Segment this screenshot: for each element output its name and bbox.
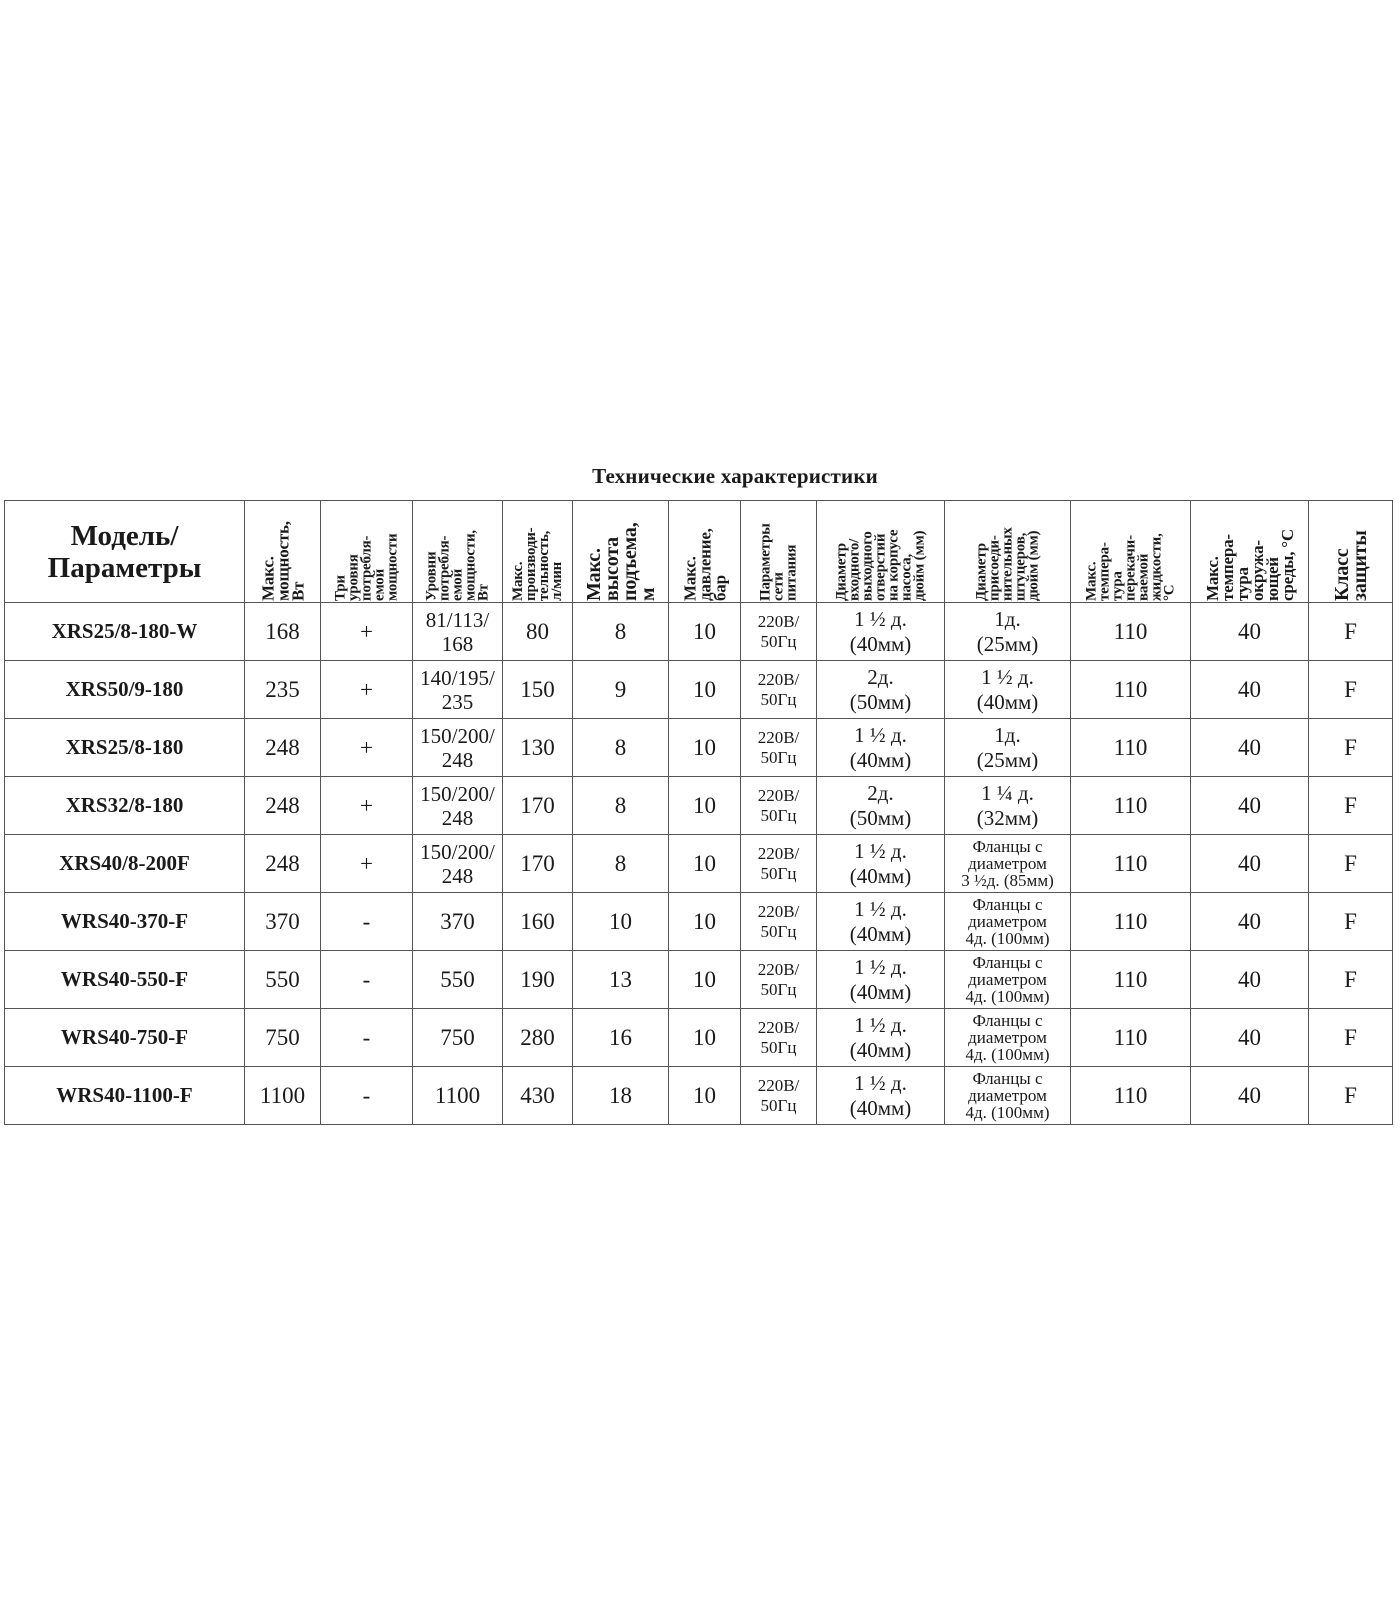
- table-row: [5, 835, 1393, 893]
- three-levels-cell: -: [321, 951, 413, 1009]
- header-text: Макс. производи- тельность, л/мин: [509, 527, 565, 601]
- fitting-cell: Фланцы с диаметром 3 ½д. (85мм): [945, 835, 1071, 893]
- levels-cell: 150/200/ 248: [413, 719, 503, 777]
- power-cell: 248: [245, 777, 321, 835]
- ambient-temp-cell: 40: [1191, 1067, 1309, 1125]
- flow-cell: 280: [503, 1009, 573, 1067]
- levels-cell: 370: [413, 893, 503, 951]
- protection-cell: F: [1309, 603, 1393, 661]
- port-cell: 1 ½ д. (40мм): [817, 603, 945, 661]
- table-row: [5, 951, 1393, 1009]
- ambient-temp-cell: 40: [1191, 893, 1309, 951]
- power-cell: 248: [245, 835, 321, 893]
- levels-cell: 81/113/ 168: [413, 603, 503, 661]
- power-cell: 750: [245, 1009, 321, 1067]
- model-cell: WRS40-750-F: [5, 1009, 245, 1067]
- header-text: Уровни потребля- емой мощности, Вт: [423, 529, 491, 601]
- fitting-cell: Фланцы с диаметром 4д. (100мм): [945, 1067, 1071, 1125]
- supply-cell: 220В/ 50Гц: [741, 1067, 817, 1125]
- pressure-cell: 10: [669, 835, 741, 893]
- pressure-cell: 10: [669, 661, 741, 719]
- header-ambient-temp: [1191, 501, 1309, 603]
- levels-cell: 150/200/ 248: [413, 777, 503, 835]
- head-cell: 18: [573, 1067, 669, 1125]
- levels-cell: 550: [413, 951, 503, 1009]
- power-cell: 1100: [245, 1067, 321, 1125]
- power-cell: 235: [245, 661, 321, 719]
- header-text: Класс защиты: [1330, 529, 1371, 601]
- supply-cell: 220В/ 50Гц: [741, 893, 817, 951]
- head-cell: 9: [573, 661, 669, 719]
- model-cell: XRS32/8-180: [5, 777, 245, 835]
- ambient-temp-cell: 40: [1191, 951, 1309, 1009]
- table-row: [5, 719, 1393, 777]
- three-levels-cell: +: [321, 777, 413, 835]
- model-cell: WRS40-550-F: [5, 951, 245, 1009]
- pressure-cell: 10: [669, 1067, 741, 1125]
- ambient-temp-cell: 40: [1191, 719, 1309, 777]
- fitting-cell: Фланцы с диаметром 4д. (100мм): [945, 1009, 1071, 1067]
- protection-cell: F: [1309, 777, 1393, 835]
- port-cell: 2д. (50мм): [817, 777, 945, 835]
- liquid-temp-cell: 110: [1071, 1009, 1191, 1067]
- header-text: Макс. мощность, Вт: [258, 520, 307, 601]
- ambient-temp-cell: 40: [1191, 1009, 1309, 1067]
- flow-cell: 190: [503, 951, 573, 1009]
- supply-cell: 220В/ 50Гц: [741, 661, 817, 719]
- liquid-temp-cell: 110: [1071, 1067, 1191, 1125]
- supply-cell: 220В/ 50Гц: [741, 603, 817, 661]
- model-parameters-header: [5, 501, 245, 603]
- header-text: Макс. давление, бар: [680, 527, 729, 601]
- power-cell: 550: [245, 951, 321, 1009]
- liquid-temp-cell: 110: [1071, 835, 1191, 893]
- table-row: [5, 1009, 1393, 1067]
- ambient-temp-cell: 40: [1191, 835, 1309, 893]
- supply-cell: 220В/ 50Гц: [741, 835, 817, 893]
- port-cell: 1 ½ д. (40мм): [817, 835, 945, 893]
- head-cell: 8: [573, 777, 669, 835]
- table-row: [5, 1067, 1393, 1125]
- table-row: [5, 603, 1393, 661]
- protection-cell: F: [1309, 893, 1393, 951]
- model-cell: XRS25/8-180: [5, 719, 245, 777]
- levels-cell: 1100: [413, 1067, 503, 1125]
- fitting-cell: 1 ¼ д. (32мм): [945, 777, 1071, 835]
- header-max-head: [573, 501, 669, 603]
- pressure-cell: 10: [669, 1009, 741, 1067]
- port-cell: 1 ½ д. (40мм): [817, 1067, 945, 1125]
- flow-cell: 170: [503, 777, 573, 835]
- supply-cell: 220В/ 50Гц: [741, 777, 817, 835]
- protection-cell: F: [1309, 719, 1393, 777]
- three-levels-cell: -: [321, 893, 413, 951]
- port-cell: 1 ½ д. (40мм): [817, 1009, 945, 1067]
- header-text: Три уровня потребля- емой мощности: [332, 533, 400, 601]
- header-supply: [741, 501, 817, 603]
- protection-cell: F: [1309, 1009, 1393, 1067]
- head-cell: 10: [573, 893, 669, 951]
- fitting-cell: 1д. (25мм): [945, 719, 1071, 777]
- header-text: Диаметр присоеди- нительных штуцеров, дюйм (мм): [973, 526, 1041, 601]
- ambient-temp-cell: 40: [1191, 603, 1309, 661]
- model-cell: WRS40-1100-F: [5, 1067, 245, 1125]
- port-cell: 2д. (50мм): [817, 661, 945, 719]
- header-power-levels: [413, 501, 503, 603]
- three-levels-cell: -: [321, 1009, 413, 1067]
- flow-cell: 160: [503, 893, 573, 951]
- header-protection-class: [1309, 501, 1393, 603]
- port-cell: 1 ½ д. (40мм): [817, 951, 945, 1009]
- flow-cell: 170: [503, 835, 573, 893]
- model-cell: XRS50/9-180: [5, 661, 245, 719]
- fitting-cell: 1 ½ д. (40мм): [945, 661, 1071, 719]
- protection-cell: F: [1309, 661, 1393, 719]
- corner-label-parameters: Параметры: [47, 551, 202, 584]
- header-max-pressure: [669, 501, 741, 603]
- header-text: Параметры сети питания: [757, 522, 799, 601]
- levels-cell: 150/200/ 248: [413, 835, 503, 893]
- liquid-temp-cell: 110: [1071, 719, 1191, 777]
- specifications-table: [4, 500, 1393, 1125]
- levels-cell: 750: [413, 1009, 503, 1067]
- power-cell: 370: [245, 893, 321, 951]
- pressure-cell: 10: [669, 777, 741, 835]
- flow-cell: 150: [503, 661, 573, 719]
- three-levels-cell: +: [321, 603, 413, 661]
- port-cell: 1 ½ д. (40мм): [817, 893, 945, 951]
- head-cell: 8: [573, 835, 669, 893]
- table-row: [5, 777, 1393, 835]
- model-cell: WRS40-370-F: [5, 893, 245, 951]
- three-levels-cell: +: [321, 835, 413, 893]
- pressure-cell: 10: [669, 603, 741, 661]
- power-cell: 248: [245, 719, 321, 777]
- header-text: Макс. высота подъема, м: [582, 522, 659, 601]
- header-text: Диаметр входного/ выходного отверстий на корпусе насоса, дюйм (мм): [833, 529, 927, 601]
- header-text: Макс. темпера- тура перекачи- ваемой жидкости, °С: [1083, 532, 1177, 601]
- header-liquid-temp: [1071, 501, 1191, 603]
- header-three-levels: [321, 501, 413, 603]
- supply-cell: 220В/ 50Гц: [741, 719, 817, 777]
- ambient-temp-cell: 40: [1191, 661, 1309, 719]
- pressure-cell: 10: [669, 951, 741, 1009]
- ambient-temp-cell: 40: [1191, 777, 1309, 835]
- liquid-temp-cell: 110: [1071, 661, 1191, 719]
- pressure-cell: 10: [669, 719, 741, 777]
- liquid-temp-cell: 110: [1071, 893, 1191, 951]
- three-levels-cell: +: [321, 661, 413, 719]
- fitting-cell: Фланцы с диаметром 4д. (100мм): [945, 893, 1071, 951]
- pressure-cell: 10: [669, 893, 741, 951]
- head-cell: 8: [573, 719, 669, 777]
- flow-cell: 430: [503, 1067, 573, 1125]
- levels-cell: 140/195/ 235: [413, 661, 503, 719]
- liquid-temp-cell: 110: [1071, 777, 1191, 835]
- table-row: [5, 661, 1393, 719]
- header-row: [5, 501, 1393, 603]
- table-title: Технические характеристики: [592, 464, 878, 488]
- fitting-cell: Фланцы с диаметром 4д. (100мм): [945, 951, 1071, 1009]
- header-text: Макс. темпера- тура окружа- ющей среды, °С: [1202, 528, 1297, 601]
- head-cell: 8: [573, 603, 669, 661]
- head-cell: 16: [573, 1009, 669, 1067]
- header-max-power: [245, 501, 321, 603]
- fitting-cell: 1д. (25мм): [945, 603, 1071, 661]
- corner-label-model: Модель/: [70, 519, 179, 552]
- three-levels-cell: -: [321, 1067, 413, 1125]
- model-cell: XRS25/8-180-W: [5, 603, 245, 661]
- flow-cell: 130: [503, 719, 573, 777]
- flow-cell: 80: [503, 603, 573, 661]
- header-max-flow: [503, 501, 573, 603]
- three-levels-cell: +: [321, 719, 413, 777]
- protection-cell: F: [1309, 1067, 1393, 1125]
- supply-cell: 220В/ 50Гц: [741, 1009, 817, 1067]
- liquid-temp-cell: 110: [1071, 951, 1191, 1009]
- port-cell: 1 ½ д. (40мм): [817, 719, 945, 777]
- table-row: [5, 893, 1393, 951]
- model-cell: XRS40/8-200F: [5, 835, 245, 893]
- liquid-temp-cell: 110: [1071, 603, 1191, 661]
- supply-cell: 220В/ 50Гц: [741, 951, 817, 1009]
- protection-cell: F: [1309, 835, 1393, 893]
- header-fitting-diameter: [945, 501, 1071, 603]
- header-port-diameter: [817, 501, 945, 603]
- head-cell: 13: [573, 951, 669, 1009]
- protection-cell: F: [1309, 951, 1393, 1009]
- power-cell: 168: [245, 603, 321, 661]
